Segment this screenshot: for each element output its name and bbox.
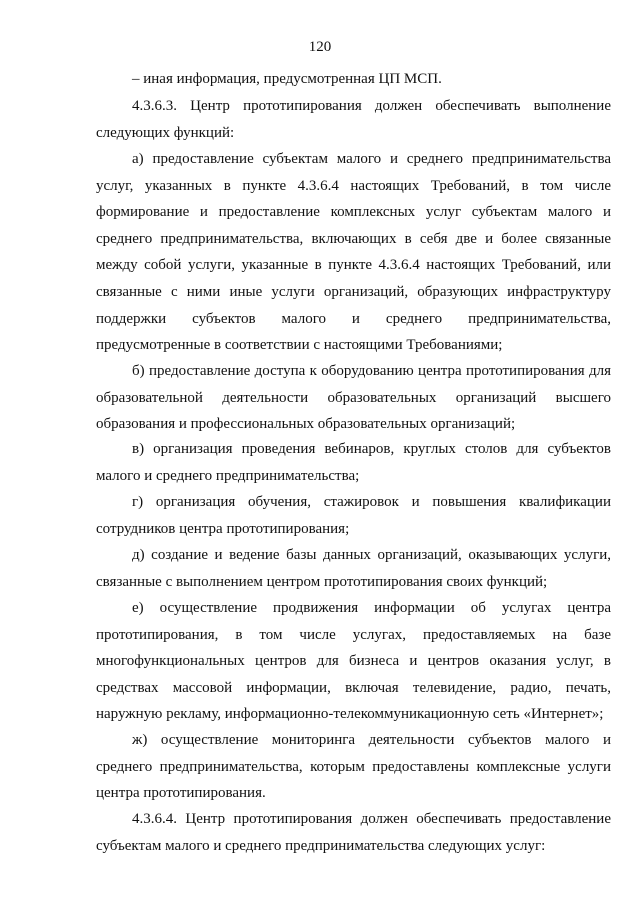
paragraph-4-3-6-4: 4.3.6.4. Центр прототипирования должен обеспечивать предоставление субъектам малого и среднего предпринимательства следующих услуг: — [96, 811, 611, 854]
paragraph-item-b: б) предоставление доступа к оборудованию центра прототипирования для образовательной деятельности образовательных организаций высшего образования и профессиональных образовательных организаций; — [96, 363, 611, 433]
paragraph-4-3-6-3: 4.3.6.3. Центр прототипирования должен обеспечивать выполнение следующих функций: — [96, 98, 611, 141]
paragraph-item-zh: ж) осуществление мониторинга деятельности субъектов малого и среднего предпринимательства, которым предоставлены комплексные услуги центра прототипирования. — [96, 732, 611, 802]
paragraph-item-d: д) создание и ведение базы данных организаций, оказывающих услуги, связанные с выполнением центром прототипирования своих функций; — [96, 547, 611, 590]
paragraph-other-info: – иная информация, предусмотренная ЦП МСП. — [132, 71, 442, 87]
paragraph-item-g: г) организация обучения, стажировок и повышения квалификации сотрудников центра прототипирования; — [96, 494, 611, 537]
paragraph-item-v: в) организация проведения вебинаров, круглых столов для субъектов малого и среднего предпринимательства; — [96, 441, 611, 484]
paragraph-item-a: а) предоставление субъектам малого и среднего предпринимательства услуг, указанных в пункте 4.3.6.4 настоящих Требований, в том числе формирование и предоставление комплексных услуг субъектам малого и среднего предпринимательства, включающих в себя две и более связанные между собой услуги, указанные в пункте 4.3.6.4 настоящих Требований, или связанные с ними иные услуги организаций, образующих инфраструктуру поддержки субъектов малого и среднего предпринимательства, предусмотренные в соответствии с настоящими Требованиями; — [96, 151, 611, 354]
page-number: 120 — [308, 39, 332, 55]
paragraph-item-e: е) осуществление продвижения информации об услугах центра прототипирования, в том числе услугах, предоставляемых на базе многофункциональных центров для бизнеса и центров оказания услуг, в средствах массовой информации, включая телевидение, радио, печать, наружную рекламу, информационно-телекоммуникационную сеть «Интернет»; — [96, 600, 611, 723]
